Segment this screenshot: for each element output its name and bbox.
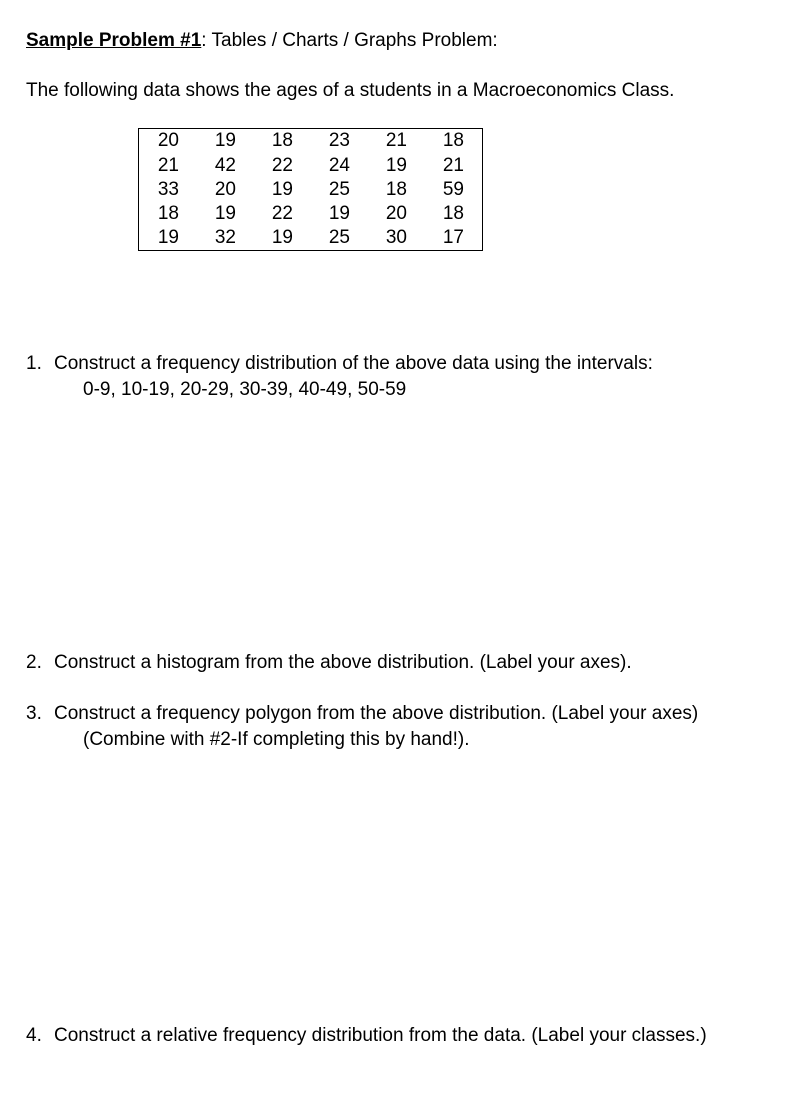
table-cell: 25 — [328, 179, 350, 200]
table-cell: 21 — [385, 130, 407, 151]
table-cell: 22 — [271, 155, 293, 176]
table-cell: 17 — [442, 227, 464, 248]
question-1 — [26, 353, 653, 375]
table-cell: 20 — [385, 203, 407, 224]
table-cell: 20 — [157, 130, 179, 151]
intro-text: The following data shows the ages of a students in a Macroeconomics Class. — [26, 80, 675, 101]
table-cell: 59 — [442, 179, 464, 200]
table-cell: 19 — [214, 130, 236, 151]
table-cell: 19 — [271, 179, 293, 200]
table-cell: 18 — [442, 203, 464, 224]
table-cell: 30 — [385, 227, 407, 248]
table-cell: 19 — [385, 155, 407, 176]
question-1-text: Construct a frequency distribution of the above data using the intervals: — [54, 353, 653, 374]
question-3-text: Construct a frequency polygon from the above distribution. (Label your axes) — [54, 703, 699, 724]
table-cell: 24 — [328, 155, 350, 176]
question-3-note: (Combine with #2-If completing this by hand!). — [83, 729, 470, 750]
table-cell: 25 — [328, 227, 350, 248]
table-cell: 20 — [214, 179, 236, 200]
table-cell: 19 — [157, 227, 179, 248]
ages-data-table — [138, 128, 483, 251]
table-cell: 18 — [271, 130, 293, 151]
question-4 — [26, 1025, 707, 1047]
question-2-number: 2. — [26, 652, 42, 673]
question-3-number: 3. — [26, 703, 42, 724]
question-1-number: 1. — [26, 353, 42, 374]
table-cell: 32 — [214, 227, 236, 248]
table-cell: 18 — [385, 179, 407, 200]
problem-title-bold: Sample Problem #1 — [26, 30, 202, 51]
table-cell: 19 — [271, 227, 293, 248]
table-cell: 22 — [271, 203, 293, 224]
table-cell: 42 — [214, 155, 236, 176]
question-4-number: 4. — [26, 1025, 42, 1046]
table-cell: 23 — [328, 130, 350, 151]
table-cell: 21 — [157, 155, 179, 176]
table-cell: 21 — [442, 155, 464, 176]
table-cell: 18 — [442, 130, 464, 151]
question-3 — [26, 703, 698, 725]
table-cell: 18 — [157, 203, 179, 224]
problem-title — [26, 30, 498, 52]
table-cell: 19 — [214, 203, 236, 224]
table-cell: 33 — [157, 179, 179, 200]
question-2 — [26, 652, 632, 674]
question-2-text: Construct a histogram from the above distribution. (Label your axes). — [54, 652, 632, 673]
table-cell: 19 — [328, 203, 350, 224]
question-4-text: Construct a relative frequency distribution from the data. (Label your classes.) — [54, 1025, 707, 1046]
problem-title-rest: : Tables / Charts / Graphs Problem: — [201, 30, 498, 51]
question-1-intervals: 0-9, 10-19, 20-29, 30-39, 40-49, 50-59 — [83, 379, 407, 400]
